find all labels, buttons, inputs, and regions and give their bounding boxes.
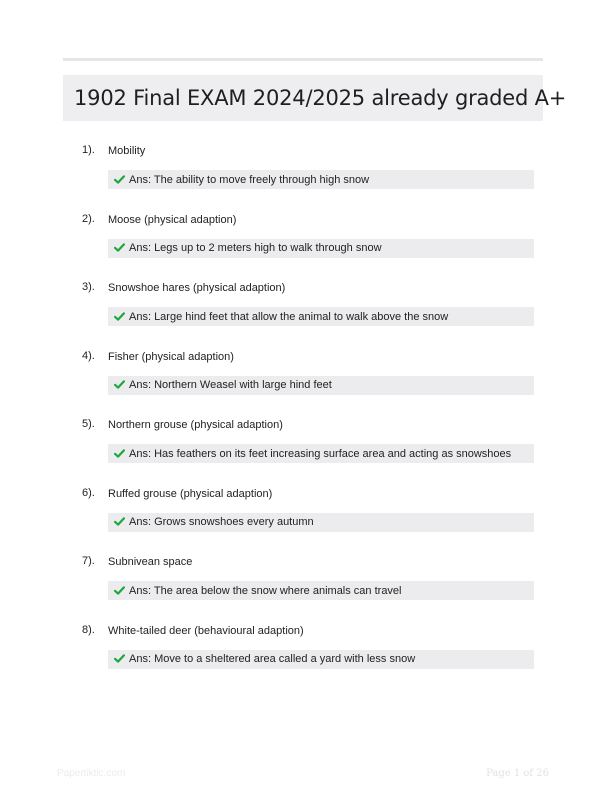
check-icon: [114, 174, 126, 186]
page-number: Page 1 of 26: [486, 768, 549, 779]
question-text: Moose (physical adaption): [108, 213, 237, 226]
question-number: 1).: [82, 144, 95, 156]
question-item: [0, 554, 606, 623]
check-icon: [114, 311, 126, 323]
answer-box: [108, 650, 534, 669]
check-icon: [114, 448, 126, 460]
answer-box: [108, 581, 534, 600]
answer-text: Ans: Northern Weasel with large hind feet: [129, 379, 332, 391]
answer-text: Ans: Large hind feet that allow the animal to walk above the snow: [129, 310, 449, 323]
question-item: [0, 486, 606, 555]
question-item: [0, 349, 606, 418]
question-number: 3).: [82, 281, 95, 293]
check-icon: [114, 516, 126, 528]
check-icon: [114, 242, 126, 254]
answer-box: [108, 170, 534, 189]
question-text: Northern grouse (physical adaption): [108, 419, 283, 431]
answer-box: [108, 239, 534, 258]
question-text: Subnivean space: [108, 556, 193, 568]
answer-text: Ans: Has feathers on its feet increasing surface area and acting as snowshoes: [129, 447, 512, 460]
question-item: [0, 143, 606, 212]
check-icon: [114, 585, 126, 597]
question-number: 4).: [82, 349, 95, 362]
footer-watermark: Papertiktic.com: [57, 768, 126, 779]
question-number: 6).: [82, 486, 95, 499]
question-number: 2).: [82, 212, 95, 225]
answer-box: [108, 307, 534, 326]
page-title: 1902 Final EXAM 2024/2025 already graded A+: [74, 86, 567, 110]
answer-text: Ans: The area below the snow where animals can travel: [129, 584, 402, 597]
answer-text: Ans: Grows snowshoes every autumn: [129, 516, 314, 528]
question-text: Mobility: [108, 145, 146, 157]
question-item: [0, 280, 606, 349]
question-number: 5).: [82, 418, 95, 430]
question-text: Snowshoe hares (physical adaption): [108, 282, 286, 294]
question-text: Ruffed grouse (physical adaption): [108, 487, 273, 500]
question-item: [0, 212, 606, 281]
answer-box: [108, 444, 534, 463]
answer-text: Ans: The ability to move freely through high snow: [129, 173, 370, 186]
answer-text: Ans: Legs up to 2 meters high to walk through snow: [129, 242, 382, 254]
title-banner: [63, 75, 567, 121]
answer-box: [108, 376, 534, 395]
question-list: [0, 143, 606, 691]
question-text: Fisher (physical adaption): [108, 350, 234, 363]
check-icon: [114, 653, 126, 665]
answer-box: [108, 513, 534, 532]
question-number: 7).: [82, 555, 95, 567]
question-text: White-tailed deer (behavioural adaption): [108, 624, 304, 637]
top-divider: [63, 58, 543, 61]
answer-text: Ans: Move to a sheltered area called a yard with less snow: [129, 653, 416, 665]
question-number: 8).: [82, 623, 95, 636]
check-icon: [114, 379, 126, 391]
question-item: [0, 417, 606, 486]
question-item: [0, 623, 606, 692]
